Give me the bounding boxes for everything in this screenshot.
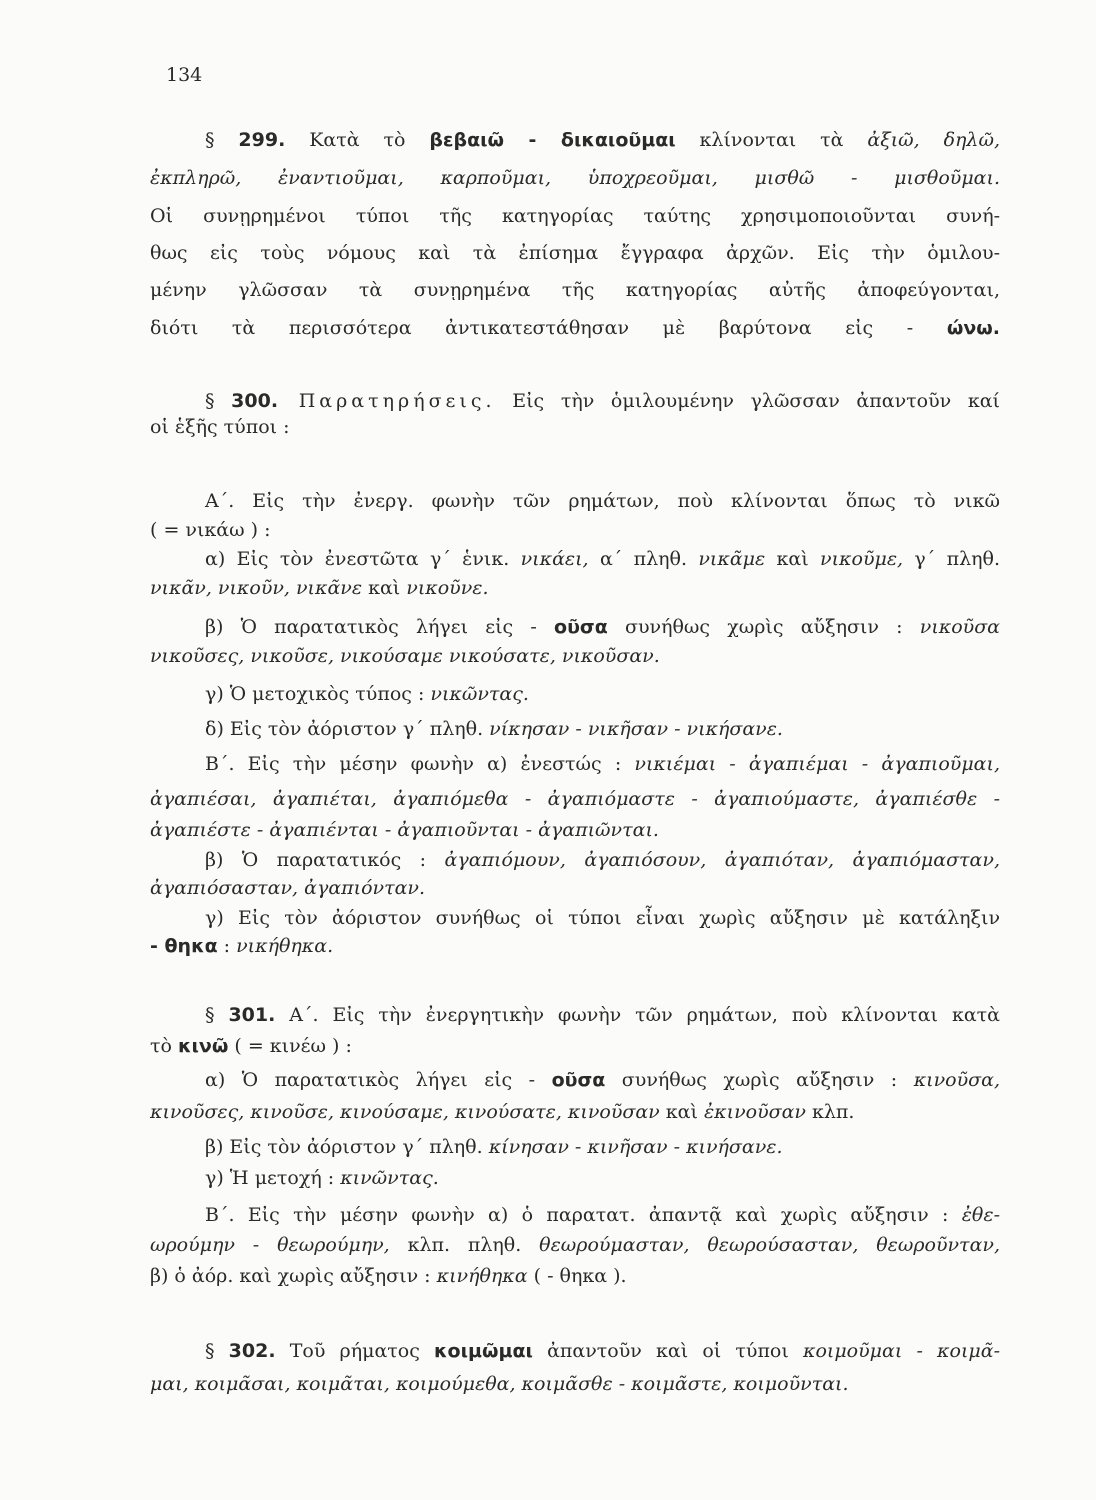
text-line xyxy=(205,717,1000,741)
text-line xyxy=(150,576,1000,600)
text-run: ( - θηκα ). xyxy=(527,1265,627,1287)
text-run: γ΄ πληθ. xyxy=(903,548,1001,570)
bold-term: κινῶ xyxy=(178,1035,229,1057)
text-run: καὶ xyxy=(659,1101,704,1123)
italic-form: ἐκπληρῶ, ἐναντιοῦμαι, καρποῦμαι, ὑποχρεοῦμαι, μισθῶ - μισθοῦμαι. xyxy=(150,167,1000,189)
text-run: Παρατηρήσεις. xyxy=(278,390,496,412)
text-line xyxy=(150,934,1000,958)
italic-form: ἀγαπιέσαι, ἀγαπιέται, ἀγαπιόμεθα - ἀγαπιόμαστε - ἀγαπιούμαστε, ἀγαπιέσθε - xyxy=(150,788,1000,810)
text-run: β) Ὁ παρατατικός : xyxy=(205,849,445,871)
text-run: καὶ xyxy=(362,577,407,599)
text-run: θως εἰς τοὺς νόμους καὶ τὰ ἐπίσημα ἔγγραφα ἀρχῶν. Εἰς τὴν ὁμιλου- xyxy=(150,242,1000,264)
text-run: συνήθως χωρὶς αὔξησιν : xyxy=(607,616,920,638)
italic-form: κινήθηκα xyxy=(436,1265,528,1287)
italic-form: ἀγαπιόσασταν, ἀγαπιόνταν. xyxy=(150,877,426,899)
italic-form: νικιέμαι - ἀγαπιέμαι - ἀγαπιοῦμαι, xyxy=(634,753,1001,775)
text-line xyxy=(150,415,1000,439)
italic-form: νικήθηκα. xyxy=(236,935,334,957)
bold-term: 302. xyxy=(228,1340,276,1362)
italic-form: ἐκινοῦσαν xyxy=(703,1101,806,1123)
text-run: καὶ xyxy=(765,548,821,570)
text-run: ( = κινέω ) : xyxy=(228,1035,352,1057)
italic-form: κινοῦσα, xyxy=(913,1069,1001,1091)
text-run: γ) Ὁ μετοχικὸς τύπος : xyxy=(205,683,431,705)
bold-term: 299. xyxy=(238,129,286,151)
italic-form: νικοῦσα xyxy=(919,616,1001,638)
text-run: ( = νικάω ) : xyxy=(150,519,271,541)
text-run: γ) Εἰς τὸν ἀόριστον συνήθως οἱ τύποι εἶναι χωρὶς αὔξησιν μὲ κατάληξιν xyxy=(205,907,1000,929)
text-run: Β΄. Εἰς τὴν μέσην φωνὴν α) ἐνεστώς : xyxy=(205,753,635,775)
text-run: μένην γλῶσσαν τὰ συνῃρημένα τῆς κατηγορίας αὐτῆς ἀποφεύγονται, xyxy=(150,279,1000,301)
text-line xyxy=(205,1166,1000,1190)
text-line xyxy=(205,489,1000,513)
bold-term: 301. xyxy=(228,1004,276,1026)
text-line xyxy=(205,1003,1000,1027)
text-line xyxy=(150,278,1000,302)
italic-form: ἀξιῶ, δηλῶ, xyxy=(867,129,1000,151)
text-run: συνήθως χωρὶς αὔξησιν : xyxy=(605,1069,914,1091)
text-line xyxy=(150,787,1000,811)
text-run: β) Ὁ παρατατικὸς λήγει εἰς - xyxy=(205,616,555,638)
text-run: Α΄. Εἰς τὴν ἐνεργ. φωνὴν τῶν ρημάτων, ποὺ κλίνονται ὅπως τὸ νικῶ xyxy=(205,490,1000,512)
text-run: β) Εἰς τὸν ἀόριστον γ΄ πληθ. xyxy=(205,1136,489,1158)
text-run: γ) Ἡ μετοχή : xyxy=(205,1167,341,1189)
text-line xyxy=(150,204,1000,228)
text-line xyxy=(205,682,1000,706)
text-run: κλίνονται τὰ xyxy=(675,129,868,151)
text-line xyxy=(150,518,1000,542)
bold-term: 300. xyxy=(231,390,279,412)
text-run: α) Εἰς τὸν ἐνεστῶτα γ΄ ἑνικ. xyxy=(205,548,521,570)
text-line xyxy=(205,1135,1000,1159)
italic-form: κινῶντας. xyxy=(340,1167,439,1189)
text-run: κλπ. xyxy=(805,1101,855,1123)
text-line xyxy=(150,1264,1000,1288)
text-run: Β΄. Εἰς τὴν μέσην φωνὴν α) ὁ παρατατ. ἀπαντᾷ καὶ χωρὶς αὔξησιν : xyxy=(205,1204,962,1226)
text-line xyxy=(150,1233,1000,1257)
bold-term: βεβαιῶ - δικαιοῦμαι xyxy=(429,129,676,151)
text-line xyxy=(150,1034,1000,1058)
text-run: ἀπαντοῦν καὶ οἱ τύποι xyxy=(532,1340,803,1362)
italic-form: νικοῦμε, xyxy=(820,548,904,570)
text-run: § xyxy=(205,1340,229,1362)
text-line xyxy=(205,547,1000,571)
bold-term: ώνω. xyxy=(946,317,1000,339)
text-run: Κατὰ τὸ xyxy=(285,129,430,151)
text-line xyxy=(205,906,1000,930)
italic-form: ἀγαπιέστε - ἀγαπιένται - ἀγαπιοῦνται - ἀγαπιῶνται. xyxy=(150,819,659,841)
text-run: δ) Εἰς τὸν ἀόριστον γ΄ πληθ. xyxy=(205,718,490,740)
text-line xyxy=(205,848,1000,872)
italic-form: ἀγαπιόμουν, ἀγαπιόσουν, ἀγαπιόταν, ἀγαπιόμασταν, xyxy=(444,849,1000,871)
text-line xyxy=(150,644,1000,668)
text-run: οἱ ἑξῆς τύποι : xyxy=(150,416,290,438)
text-run: α΄ πληθ. xyxy=(588,548,699,570)
italic-form: κοιμοῦμαι - κοιμᾶ- xyxy=(802,1340,1000,1362)
text-run: § xyxy=(205,129,239,151)
text-line xyxy=(205,128,1000,152)
text-line xyxy=(150,241,1000,265)
text-line xyxy=(205,1339,1000,1363)
text-line xyxy=(150,818,1000,842)
text-run: τὸ xyxy=(150,1035,178,1057)
text-run: Τοῦ ρήματος xyxy=(275,1340,435,1362)
text-run: β) ὁ ἀόρ. καὶ χωρὶς αὔξησιν : xyxy=(150,1265,437,1287)
italic-form: νικῶντας. xyxy=(430,683,529,705)
italic-form: νικοῦσες, νικοῦσε, νικούσαμε νικούσατε, νικοῦσαν. xyxy=(150,645,660,667)
text-line xyxy=(205,615,1000,639)
italic-form: κινοῦσες, κινοῦσε, κινούσαμε, κινούσατε, κινοῦσαν xyxy=(150,1101,660,1123)
bold-term: - θηκα xyxy=(150,935,218,957)
italic-form: νίκησαν - νικῆσαν - νικήσανε. xyxy=(489,718,783,740)
text-line xyxy=(205,752,1000,776)
text-run: Α΄. Εἰς τὴν ἐνεργητικὴν φωνὴν τῶν ρημάτων, ποὺ κλίνονται κατὰ xyxy=(275,1004,1000,1026)
text-line xyxy=(150,1100,1000,1124)
bold-term: οῦσα xyxy=(554,616,608,638)
text-run: § xyxy=(205,390,232,412)
italic-form: νικᾶμε xyxy=(698,548,766,570)
text-run: § xyxy=(205,1004,229,1026)
italic-form: ἐθε- xyxy=(961,1204,1000,1226)
bold-term: κοιμῶμαι xyxy=(434,1340,533,1362)
text-run: α) Ὁ παρατατικὸς λήγει εἰς - xyxy=(205,1069,552,1091)
italic-form: νικοῦνε. xyxy=(406,577,489,599)
italic-form: ωρούμην - θεωρούμην, xyxy=(150,1234,390,1256)
text-line xyxy=(150,316,1000,340)
text-run: : xyxy=(217,935,237,957)
text-line xyxy=(150,1372,1000,1396)
text-line xyxy=(150,166,1000,190)
page-number: 134 xyxy=(166,64,203,86)
text-line xyxy=(205,1068,1000,1092)
italic-form: νικᾶν, νικοῦν, νικᾶνε xyxy=(150,577,363,599)
italic-form: κίνησαν - κινῆσαν - κινήσανε. xyxy=(488,1136,783,1158)
italic-form: θεωρούμασταν, θεωρούσασταν, θεωροῦνταν, xyxy=(539,1234,1000,1256)
text-run: Οἱ συνῃρημένοι τύποι τῆς κατηγορίας ταύτης χρησιμοποιοῦνται συνή- xyxy=(150,205,1000,227)
text-line xyxy=(205,1203,1000,1227)
text-run: Εἰς τὴν ὁμιλουμένην γλῶσσαν ἀπαντοῦν καί xyxy=(495,390,1000,412)
bold-term: οῦσα xyxy=(551,1069,606,1091)
text-run: κλπ. πληθ. xyxy=(389,1234,540,1256)
italic-form: μαι, κοιμᾶσαι, κοιμᾶται, κοιμούμεθα, κοιμᾶσθε - κοιμᾶστε, κοιμοῦνται. xyxy=(150,1373,849,1395)
text-line xyxy=(150,876,1000,900)
text-line xyxy=(205,389,1000,413)
italic-form: νικάει, xyxy=(520,548,589,570)
text-run: διότι τὰ περισσότερα ἀντικατεστάθησαν μὲ βαρύτονα εἰς - xyxy=(150,317,947,339)
